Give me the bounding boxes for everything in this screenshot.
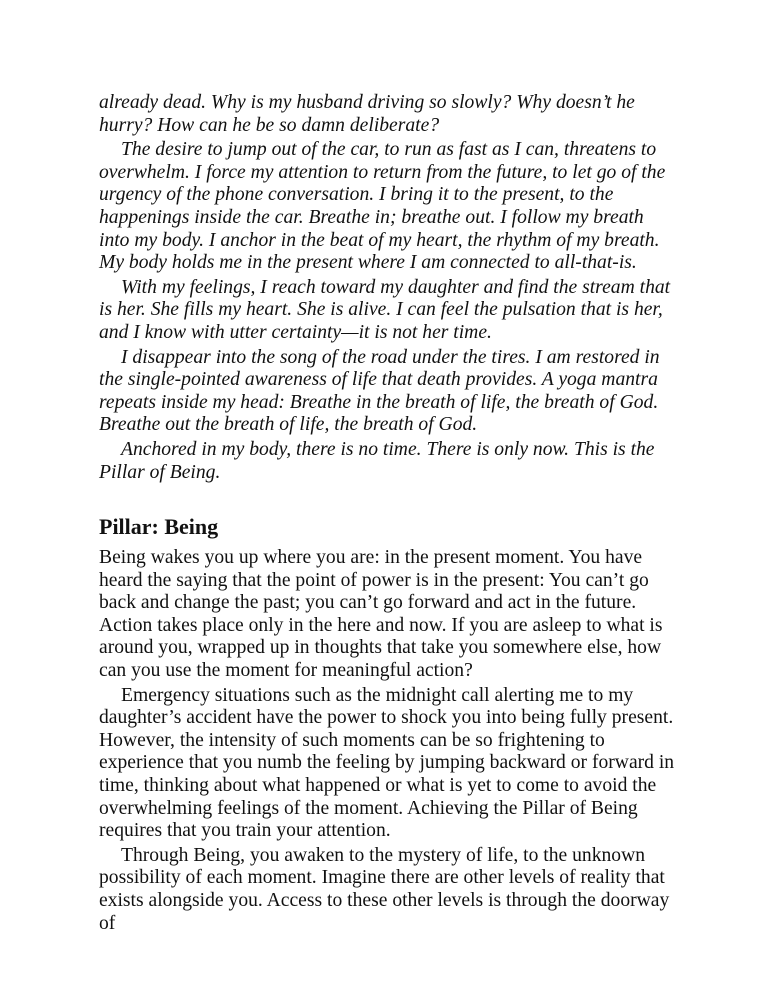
book-page: [99, 92, 677, 935]
italic-paragraph-5: Anchored in my body, there is no time. There is only now. This is the Pillar of Being.: [99, 438, 655, 483]
body-paragraph-2: Emergency situations such as the midnight call alerting me to my daughter’s accident have the power to shock you into being fully present. However, the intensity of such moments can be so frightening to experience that you numb the feeling by jumping backward or forward in time, thinking about what happened or what is yet to come to avoid the overwhelming feelings of the moment. Achieving the Pillar of Being requires that you train your attention.: [99, 684, 675, 842]
italic-paragraph-1: already dead. Why is my husband driving so slowly? Why doesn’t he hurry? How can he be so damn deliberate?: [99, 92, 635, 136]
body-text: [99, 547, 677, 935]
section-heading: Pillar: Being: [99, 514, 219, 540]
body-paragraph-1: Being wakes you up where you are: in the present moment. You have heard the saying that the point of power is in the present: You can’t go back and change the past; you can’t go forward and act in the future. Action takes place only in the here and now. If you are asleep to what is around you, wrapped up in thoughts that take you somewhere else, how can you use the moment for meaningful action?: [99, 547, 663, 682]
body-paragraph-3: Through Being, you awaken to the mystery of life, to the unknown possibility of each moment. Imagine there are other levels of reality that exists alongside you. Access to these other levels is through the doorway of: [99, 844, 670, 934]
italic-narrative-passage: [99, 92, 677, 484]
italic-paragraph-2: The desire to jump out of the car, to run as fast as I can, threatens to overwhelm. I force my attention to return from the future, to let go of the urgency of the phone conversation. I bring it to the present, to the happenings inside the car. Breathe in; breathe out. I follow my breath into my body. I anchor in the beat of my heart, the rhythm of my breath. My body holds me in the present where I am connected to all-that-is.: [99, 139, 666, 274]
italic-paragraph-4: I disappear into the song of the road under the tires. I am restored in the single-pointed awareness of life that death provides. A yoga mantra repeats inside my head: Breathe in the breath of life, the breath of God. Breathe out the breath of life, the breath of God.: [99, 346, 660, 436]
italic-paragraph-3: With my feelings, I reach toward my daughter and find the stream that is her. She fills my heart. She is alive. I can feel the pulsation that is her, and I know with utter certainty—it is not her time.: [99, 276, 671, 343]
